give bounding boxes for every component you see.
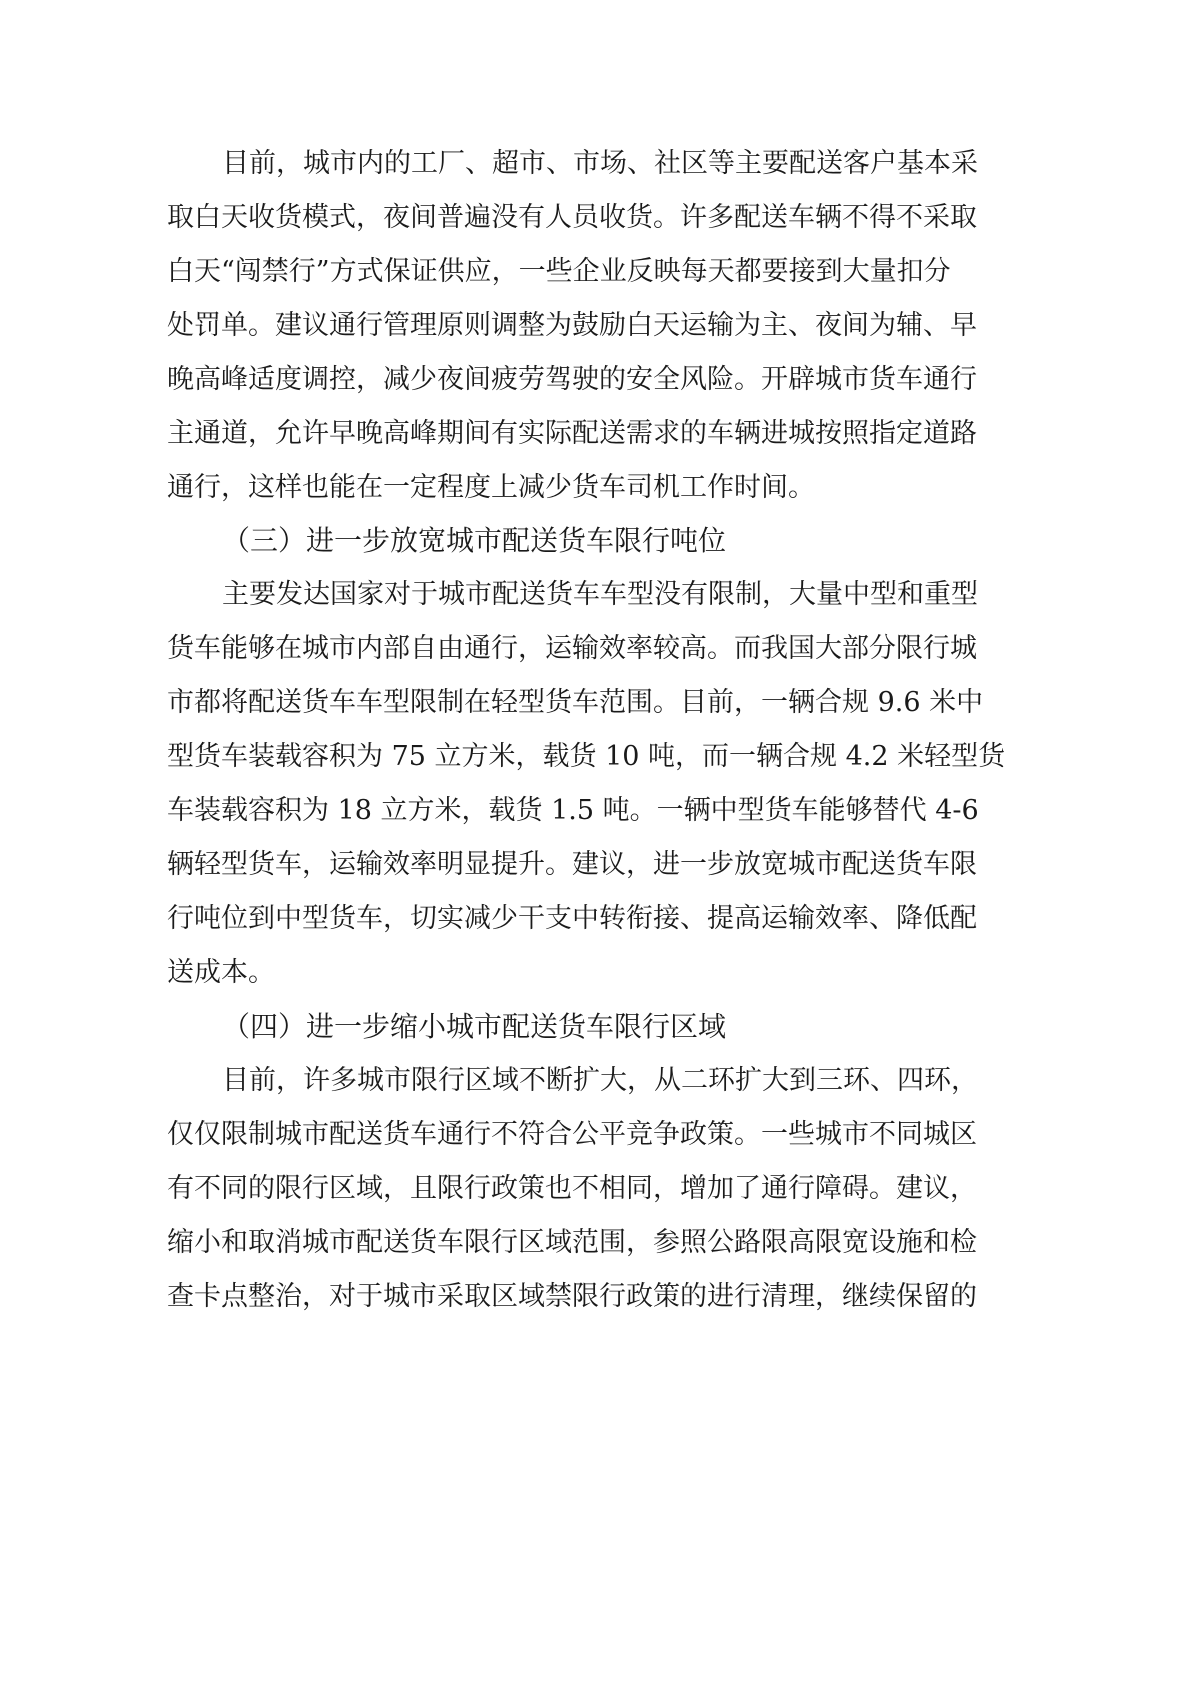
text-line: 查卡点整治，对于城市采取区域禁限行政策的进行清理，继续保留的 xyxy=(167,1281,977,1312)
text-line: 缩小和取消城市配送货车限行区域范围，参照公路限高限宽设施和检 xyxy=(167,1227,977,1258)
text-line: 辆轻型货车，运输效率明显提升。建议，进一步放宽城市配送货车限 xyxy=(167,849,977,880)
text-line: 仅仅限制城市配送货车通行不符合公平竞争政策。一些城市不同城区 xyxy=(167,1119,977,1150)
text-line: 有不同的限行区域，且限行政策也不相同，增加了通行障碍。建议， xyxy=(167,1173,977,1204)
text-line: 白天“闯禁行”方式保证供应，一些企业反映每天都要接到大量扣分 xyxy=(167,256,951,287)
section-heading-4: （四）进一步缩小城市配送货车限行区域 xyxy=(222,1010,727,1043)
text-line: 行吨位到中型货车，切实减少干支中转衔接、提高运输效率、降低配 xyxy=(167,903,977,934)
text-line: 型货车装载容积为 75 立方米，载货 10 吨，而一辆合规 4.2 米轻型货 xyxy=(167,741,1006,772)
text-line: 目前，城市内的工厂、超市、市场、社区等主要配送客户基本采 xyxy=(222,148,978,179)
text-line: 主通道，允许早晚高峰期间有实际配送需求的车辆进城按照指定道路 xyxy=(167,418,977,449)
text-line: 处罚单。建议通行管理原则调整为鼓励白天运输为主、夜间为辅、早 xyxy=(167,310,977,341)
text-line: 市都将配送货车车型限制在轻型货车范围。目前，一辆合规 9.6 米中 xyxy=(167,687,984,718)
text-line: 通行，这样也能在一定程度上减少货车司机工作时间。 xyxy=(167,472,815,503)
text-line: 晚高峰适度调控，减少夜间疲劳驾驶的安全风险。开辟城市货车通行 xyxy=(167,364,977,395)
text-line: 货车能够在城市内部自由通行，运输效率较高。而我国大部分限行城 xyxy=(167,633,977,664)
text-line: 目前，许多城市限行区域不断扩大，从二环扩大到三环、四环， xyxy=(222,1065,978,1096)
text-line: 送成本。 xyxy=(167,957,275,988)
text-line: 车装载容积为 18 立方米，载货 1.5 吨。一辆中型货车能够替代 4-6 xyxy=(167,795,979,826)
section-heading-3: （三）进一步放宽城市配送货车限行吨位 xyxy=(222,524,727,557)
text-line: 取白天收货模式，夜间普遍没有人员收货。许多配送车辆不得不采取 xyxy=(167,202,977,233)
text-line: 主要发达国家对于城市配送货车车型没有限制，大量中型和重型 xyxy=(222,579,978,610)
